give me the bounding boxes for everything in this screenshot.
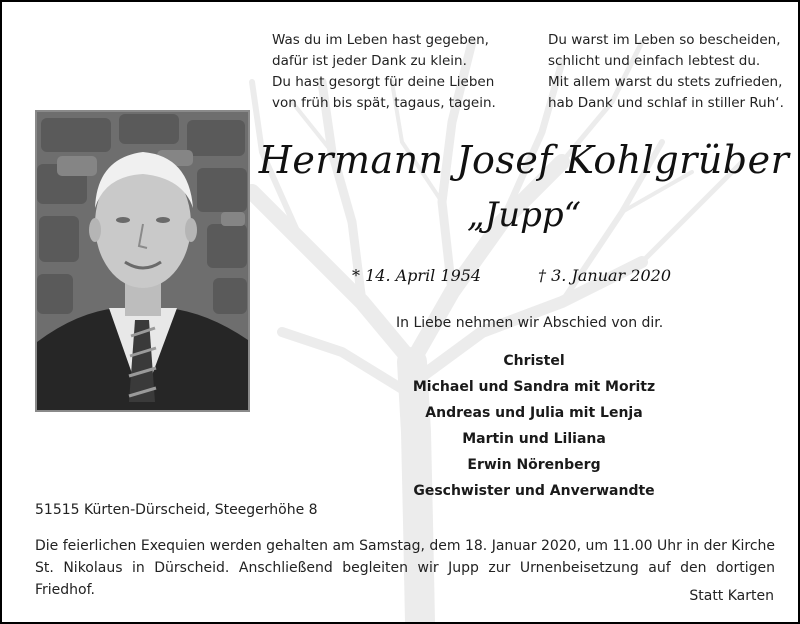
family-address: 51515 Kürten-Dürscheid, Steegerhöhe 8 [35,502,318,518]
poem-line: Was du im Leben hast gegeben, [272,32,489,48]
poem-line: Du warst im Leben so bescheiden, [548,32,781,48]
poem-line: von früh bis spät, tagaus, tagein. [272,95,496,111]
poem-line: hab Dank und schlaf in stiller Ruh‘. [548,95,784,111]
death-date: † 3. Januar 2020 [538,266,671,285]
birth-date: * 14. April 1954 [352,266,482,285]
farewell-line: In Liebe nehmen wir Abschied von dir. [396,315,664,331]
mourner-name: Christel [503,353,565,369]
mourner-name: Michael und Sandra mit Moritz [412,379,656,395]
mourner-name: Erwin Nörenberg [467,457,601,473]
statt-karten-note: Statt Karten [689,588,774,604]
mourners-list [384,348,684,504]
portrait-photo [35,110,250,412]
poem-line: schlicht und einfach lebtest du. [548,53,761,69]
poem-line: dafür ist jeder Dank zu klein. [272,53,467,69]
poem-line: Du hast gesorgt für deine Lieben [272,74,495,90]
poem-right [548,30,784,114]
mourner-name: Martin und Liliana [462,431,606,447]
poem-line: Mit allem warst du stets zufrieden, [548,74,783,90]
mourner-name: Geschwister und Anverwandte [413,483,655,499]
service-text: Die feierlichen Exequien werden gehalten am Samstag, dem 18. Januar 2020, um 11.00 Uhr in der Kirche St. Nikolaus in Dürscheid. Anschließend begleiten wir Jupp zur Urnenbeisetzung auf den dortigen Friedhof. [35,538,775,598]
mourner-name: Andreas und Julia mit Lenja [425,405,643,421]
deceased-nickname: „Jupp“ [466,195,582,235]
deceased-name: Hermann Josef Kohlgrüber [258,138,790,182]
poem-left [272,30,496,114]
